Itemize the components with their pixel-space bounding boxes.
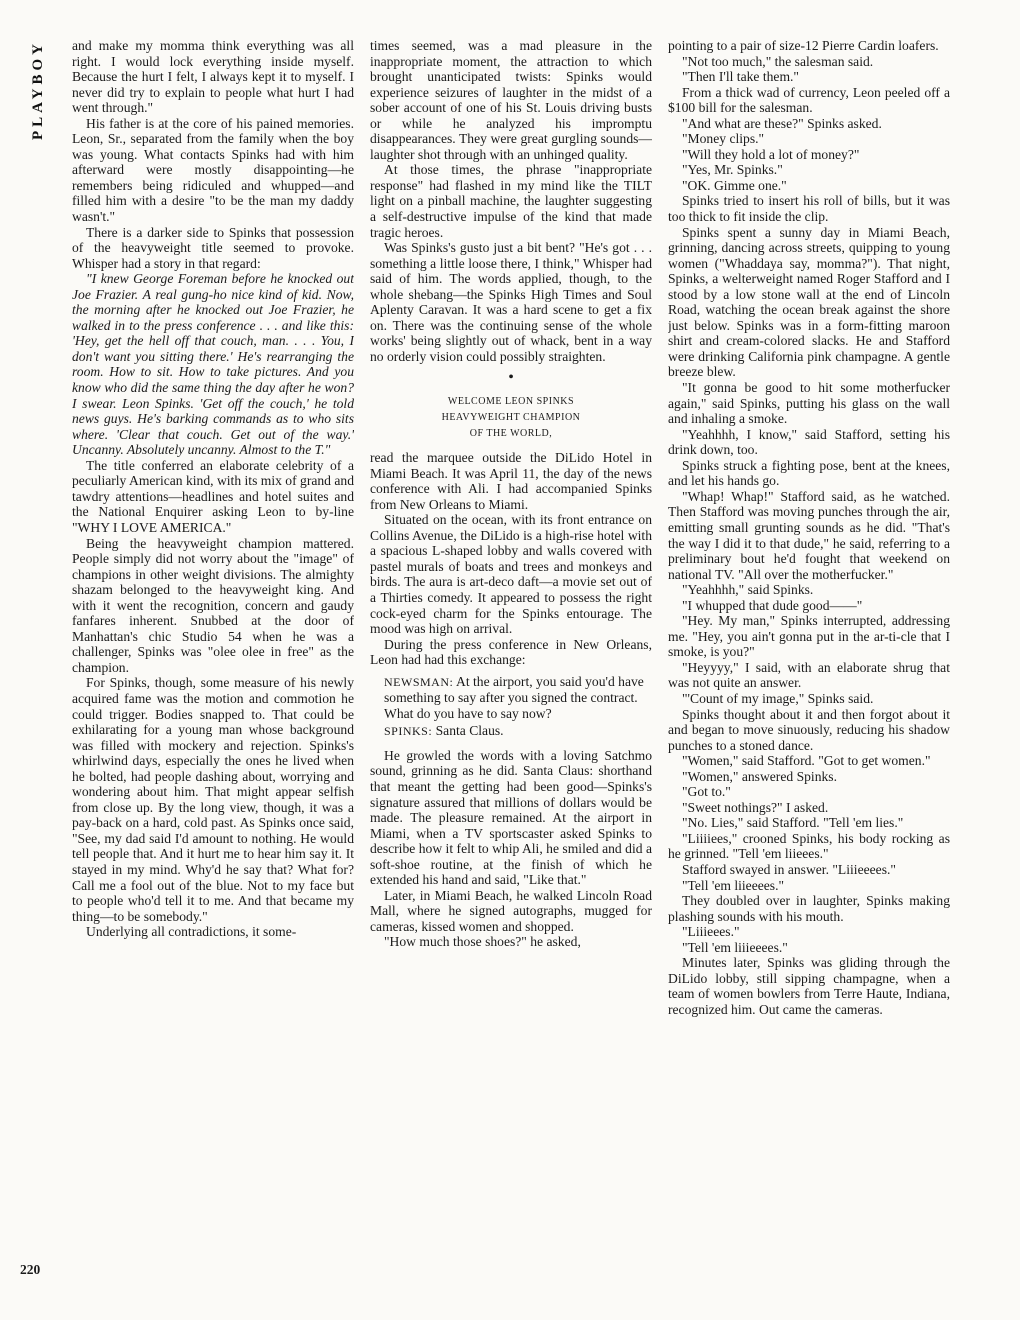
column-2-part-c (370, 748, 652, 950)
dialogue-speaker: SPINKS: (384, 724, 433, 739)
paragraph: Being the heavyweight champion mattered. People simply did not worry about the "image" of champions in other weight divisions. The almighty shazam belonged to the heavyweight king. And with it went the recognition, concern and gaudy fanfares inherent. Snubbed at the door of Manhattan's chic Studio 54 when he was a challenger, Spinks was "olee olee in free" as the champion. (72, 535, 354, 675)
paragraph: times seemed, was a mad pleasure in the inappropriate moment, the attraction to which brought unanticipated twists: Spinks would experience seizures of laughter in the midst of a sober account of one of his St. Louis driving busts or while he analyzed his impromptu disappearances. They were great gurgling sounds—laughter shot through with an unhinged quality. (370, 38, 652, 162)
magazine-name-sidebar: PLAYBOY (30, 40, 46, 140)
paragraph: "Sweet nothings?" I asked. (682, 799, 829, 815)
paragraph: "Not too much," the salesman said. (682, 53, 874, 69)
paragraph: Stafford swayed in answer. "Liiieeees." (682, 861, 896, 877)
paragraph: "Women," answered Spinks. (682, 768, 837, 784)
paragraph: The title conferred an elaborate celebrity of a peculiarly American kind, with its mix of grand and tawdry attentions—headlines and hotel suites and the National Enquirer asking Leon to by-line "WHY I LOVE AMERICA." (72, 457, 354, 535)
paragraph: Minutes later, Spinks was gliding through the DiLido lobby, still sipping champagne, when a team of women bowlers from Terre Haute, Indiana, recognized him. Out came the cameras. (668, 955, 950, 1017)
dialogue-speaker: NEWSMAN: (384, 674, 454, 689)
paragraph: For Spinks, though, some measure of his newly acquired fame was the motion and commotion he could trigger. Bodies snapped to. That could be exhilarating for a young man whose background was filled with mockery and rejection. Spinks's whirlwind days, especially the ones he lived when he bolted, had people dashing about, worrying and wondering about him. That might appear selfish from close up. By the long view, though, it was a pay-back on a hard, cold past. As Spinks once said, "See, my dad said I'd amount to nothing. He would tell people that. And it hurt me to hear him say it. It stayed in my mind. Why'd he say that? What for? Call me a fool out of the blue. Not to my face but to people who'd tell it to me. And that became my thing—to be somebody." (72, 675, 354, 924)
column-2-part-b (370, 450, 652, 668)
paragraph: "No. Lies," said Stafford. "Tell 'em lies." (682, 815, 904, 831)
paragraph: Spinks thought about it and then forgot about it and began to move sinuously, reducing his shadow punches to a stoned dance. (668, 706, 950, 753)
paragraph: "Will they hold a lot of money?" (682, 146, 860, 162)
press-dialogue (370, 674, 652, 740)
paragraph: "Heyyyy," I said, with an elaborate shrug that was not quite an answer. (668, 659, 950, 691)
paragraph: "Got to." (682, 784, 731, 800)
column-3 (668, 38, 950, 1293)
paragraph: "OK. Gimme one." (682, 177, 787, 193)
paragraph: "I knew George Foreman before he knocked out Joe Frazier. A real gung-ho nice kind of kid. Now, the morning after he knocked out Joe Frazier, he walked in to the press conference . . . and like this: 'Hey, get the hell off that couch, man. . . . You, I don't want you sitting there.' He's rearranging the room. How to sit. How to take pictures. And you know who did the same thing the day after he won? I swear. Leon Spinks. 'Get off the couch,' he told news guys. He's barking commands as to who sits where. 'Clear that couch. Get out of the way.' Uncanny. Absolutely uncanny. Almost to the T." (72, 271, 354, 458)
paragraph: "Tell 'em liieeees." (682, 877, 785, 893)
dialogue-text: Santa Claus. (435, 723, 504, 739)
paragraph: "Whap! Whap!" Stafford said, as he watched. Then Stafford was moving punches through the air, emitting small grunting sounds as he did. "That's the way I did it to that dude," he said, referring to a preliminary bout he'd fought that weekend on national TV. "All over the motherfucker." (668, 488, 950, 582)
paragraph: There is a darker side to Spinks that possession of the heavyweight title seemed to provoke. Whisper had a story in that regard: (72, 224, 354, 271)
paragraph: Underlying all contradictions, it some- (86, 924, 297, 940)
paragraph: read the marquee outside the DiLido Hotel in Miami Beach. It was April 11, the day of the news conference with Ali. I had accompanied Spinks from New Orleans to Miami. (370, 450, 652, 512)
marquee-line: HEAVYWEIGHT CHAMPION (441, 412, 581, 424)
column-2-part-a (370, 38, 652, 364)
marquee-text (370, 394, 652, 442)
paragraph: From a thick wad of currency, Leon peeled off a $100 bill for the salesman. (668, 84, 950, 116)
column-2 (370, 38, 652, 1293)
column-1 (72, 38, 354, 1293)
paragraph: He growled the words with a loving Satchmo sound, grinning as he did. Santa Claus: shorthand that meant the getting had been good—Spinks's signature assured that millions of dollars would be made. The pleasure remained. At the airport in Miami, when a TV sportscaster asked Spinks to describe how it felt to whip Ali, he smiled and did a soft-shoe routine, at the finish of which he extended his hand and said, "Like that." (370, 747, 652, 888)
paragraph: "Yeahhhh, I know," said Stafford, setting his drink down, too. (668, 426, 950, 458)
page-number: 220 (20, 1262, 41, 1277)
paragraph: They doubled over in laughter, Spinks making plashing sounds with his mouth. (668, 893, 950, 924)
paragraph: "Yeahhhh," said Spinks. (682, 582, 814, 598)
dialogue-line (384, 674, 652, 722)
paragraph: "I whupped that dude good——" (682, 597, 863, 613)
paragraph: "Then I'll take them." (682, 69, 799, 85)
paragraph: Spinks spent a sunny day in Miami Beach, grinning, dancing across streets, quipping to young women ("Whaddaya say, momma?"). That night, Spinks, a welterweight named Roger Stafford and I stood by a low stone wall at the end of Lincoln Road, watching the ocean break against the shore just below. Spinks was in a form-fitting maroon shirt and cream-colored slacks. He and Stafford were drinking California pink champagne. A gentle breeze blew. (668, 224, 950, 380)
paragraph: "Yes, Mr. Spinks." (682, 162, 783, 178)
dialogue-line (384, 723, 652, 740)
paragraph: "Hey. My man," Spinks interrupted, addressing me. "Hey, you ain't gonna put in the ar-ti-cle that I smoke, is you?" (668, 613, 950, 660)
paragraph: Spinks tried to insert his roll of bills, but it was too thick to fit inside the clip. (668, 193, 950, 225)
paragraph: and make my momma think everything was all right. I would lock everything inside myself. Because the hurt I felt, I always kept it to myself. I never did try to explain to people what hurt I had went through." (72, 38, 354, 116)
paragraph: "Liiiiees," crooned Spinks, his body rocking as he grinned. "Tell 'em liieees." (668, 830, 950, 862)
marquee-line: OF THE WORLD, (469, 428, 553, 440)
paragraph: Situated on the ocean, with its front entrance on Collins Avenue, the DiLido is a high-rise hotel with a spacious L-shaped lobby and walls covered with pastel murals of boats and trees and monkeys and birds. The aura is art-deco daft—a movie set out of a Thirties comedy. It appeared to possess the right cock-eyed charm for the Spinks entourage. The mood was high on arrival. (370, 512, 652, 637)
paragraph: His father is at the core of his pained memories. Leon, Sr., separated from the family when the boy was young. What contacts Spinks had with him afterward were mostly disappointing—he remembers being ridiculed and whupped—and filled him with a desire "to be the man my daddy wasn't." (72, 115, 354, 225)
paragraph: "And what are these?" Spinks asked. (682, 115, 882, 131)
paragraph: At those times, the phrase "inappropriate response" had flashed in my mind like the TILT light on a pinball machine, the laughter suggesting a self-destructive impulse of the kind that made tragic heroes. (370, 162, 652, 240)
paragraph: "'Count of my image," Spinks said. (682, 690, 874, 706)
paragraph: "Women," said Stafford. "Got to get women." (682, 753, 931, 769)
paragraph: "Liiieees." (682, 924, 740, 940)
paragraph: "Money clips." (682, 131, 765, 147)
paragraph: "It gonna be good to hit some motherfucker again," said Spinks, putting his glass on the wall and inhaling a smoke. (668, 380, 950, 427)
paragraph: "How much those shoes?" he asked, (384, 934, 581, 950)
paragraph: During the press conference in New Orleans, Leon had had this exchange: (370, 636, 652, 668)
marquee-line: WELCOME LEON SPINKS (447, 396, 575, 408)
paragraph: Later, in Miami Beach, he walked Lincoln Road Mall, where he signed autographs, mugged for cameras, kissed women and shopped. (370, 887, 652, 934)
paragraph: Spinks struck a fighting pose, bent at the knees, and let his hands go. (668, 457, 950, 489)
paragraph: "Tell 'em liiieeees." (682, 939, 788, 955)
paragraph: Was Spinks's gusto just a bit bent? "He's got . . . something a little loose there, I think," Whisper had said of him. The words applied, though, to the whole shebang—the Spinks High Times and Soul Aplenty Caravan. It was a hard scene to get a fix on. There was the continuing sense of the whole works' being slightly out of whack, bent in a way no orderly vision could possibly straighten. (370, 240, 652, 364)
paragraph: pointing to a pair of size-12 Pierre Cardin loafers. (668, 38, 939, 53)
section-bullet: • (508, 369, 514, 387)
dialogue-text: At the airport, you said you'd have something to say after you signed the contract. What do you have to say now? (384, 673, 644, 721)
